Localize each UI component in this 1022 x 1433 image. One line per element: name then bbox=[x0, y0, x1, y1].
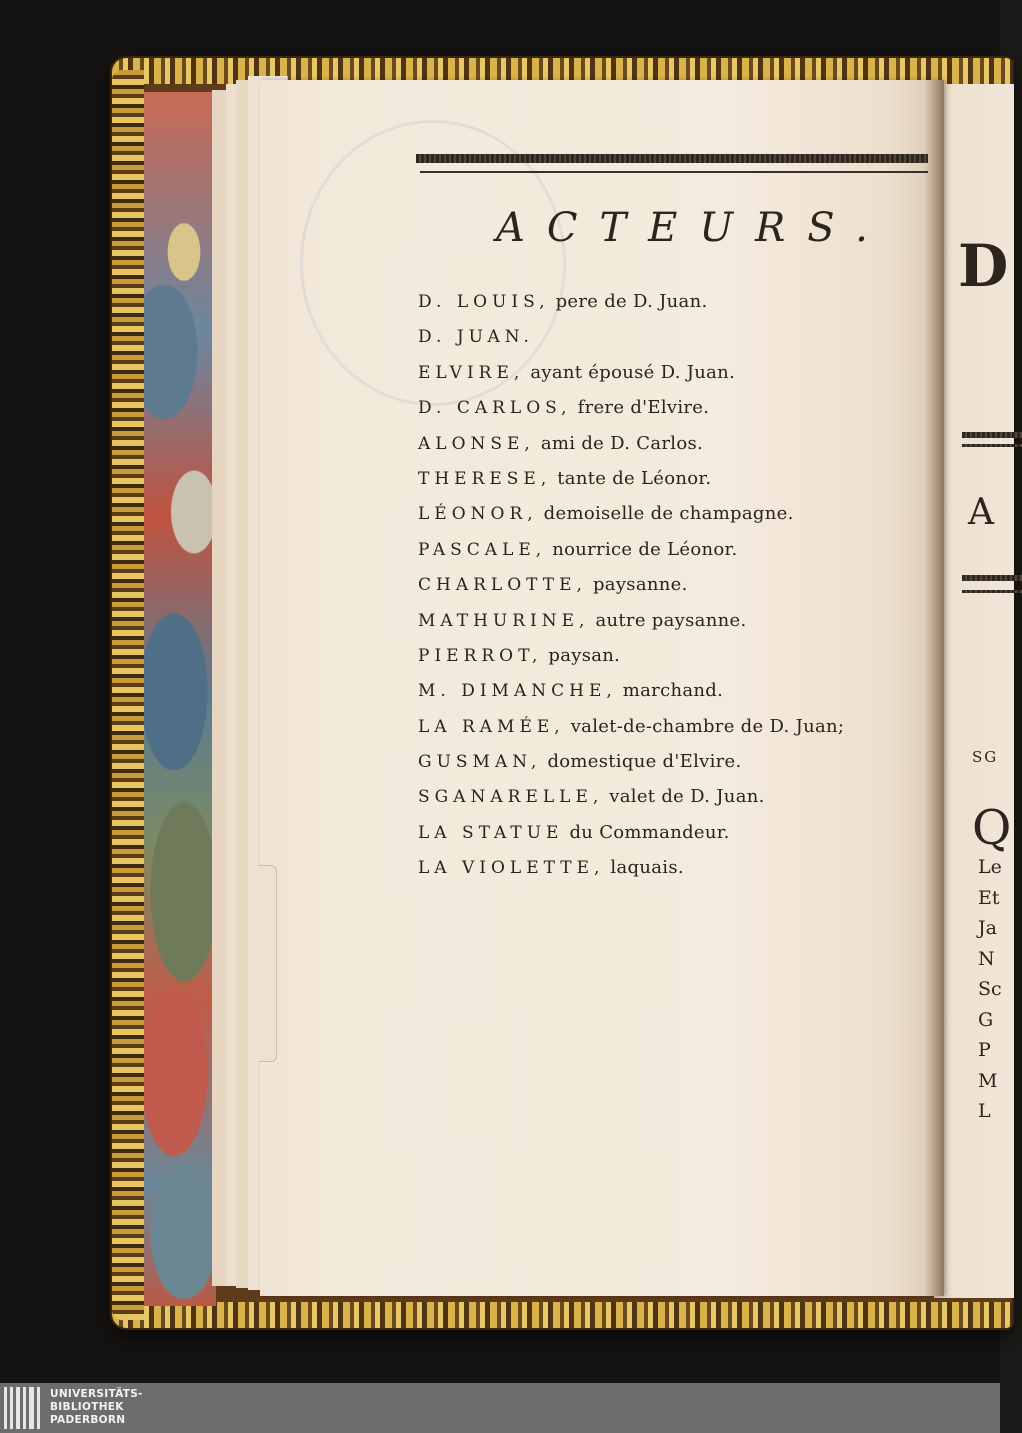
facing-line: M bbox=[978, 1069, 998, 1092]
library-name-line: PADERBORN bbox=[50, 1414, 126, 1426]
cast-entry bbox=[418, 532, 930, 567]
library-bars-icon bbox=[4, 1387, 44, 1429]
facing-rule bbox=[962, 444, 1022, 447]
cast-entry bbox=[418, 355, 930, 390]
character-description: du Commandeur. bbox=[563, 821, 730, 843]
facing-initial-d: D bbox=[958, 232, 1009, 300]
cast-entry bbox=[418, 567, 930, 602]
facing-rule bbox=[962, 575, 1022, 581]
header-rule-thin bbox=[420, 171, 928, 173]
cast-entry bbox=[418, 426, 930, 461]
marbled-endpaper bbox=[144, 92, 216, 1306]
character-name: SGANARELLE, bbox=[418, 787, 604, 808]
character-description: laquais. bbox=[604, 857, 684, 879]
cast-list bbox=[418, 284, 930, 886]
facing-speaker: SG bbox=[972, 748, 999, 766]
character-name: ALONSE, bbox=[418, 433, 535, 454]
cast-entry bbox=[418, 496, 930, 531]
character-name: D. LOUIS, bbox=[418, 292, 550, 312]
cast-entry bbox=[418, 461, 930, 496]
library-footer bbox=[0, 1383, 1000, 1433]
cast-entry bbox=[418, 673, 930, 708]
character-name: D. CARLOS, bbox=[418, 398, 572, 419]
facing-line: Ja bbox=[978, 917, 997, 939]
character-description: pere de D. Juan. bbox=[549, 291, 708, 312]
character-name: PIERROT, bbox=[418, 645, 543, 666]
cast-entry bbox=[418, 603, 930, 638]
cast-entry bbox=[418, 284, 930, 319]
character-name: M. DIMANCHE, bbox=[418, 681, 617, 702]
character-name: LA STATUE bbox=[418, 822, 564, 843]
character-description: nourrice de Léonor. bbox=[546, 538, 738, 560]
facing-line: G bbox=[978, 1008, 994, 1031]
character-name: PASCALE, bbox=[418, 539, 547, 560]
cast-entry bbox=[418, 815, 930, 850]
facing-rule bbox=[962, 590, 1022, 593]
character-name: CHARLOTTE, bbox=[418, 575, 587, 596]
facing-line: Et bbox=[978, 886, 1000, 909]
page-tab bbox=[258, 865, 277, 1062]
character-name: ELVIRE, bbox=[418, 362, 525, 383]
character-description: frere d'Elvire. bbox=[571, 397, 710, 419]
gilt-border bbox=[112, 70, 144, 1320]
character-name: D. JUAN. bbox=[418, 327, 534, 348]
character-description: ayant épousé D. Juan. bbox=[524, 361, 736, 383]
facing-line: N bbox=[978, 947, 995, 970]
library-name bbox=[50, 1388, 143, 1427]
character-description: marchand. bbox=[616, 680, 724, 702]
character-description: ami de D. Carlos. bbox=[534, 432, 704, 454]
facing-line: P bbox=[978, 1039, 991, 1061]
character-description: tante de Léonor. bbox=[551, 467, 712, 489]
header-rule-thick bbox=[416, 154, 928, 163]
cast-entry bbox=[418, 319, 930, 354]
cast-entry bbox=[418, 850, 930, 885]
character-description: valet de D. Juan. bbox=[603, 786, 765, 808]
facing-line: L bbox=[978, 1100, 991, 1122]
cast-entry bbox=[418, 779, 930, 814]
facing-line: Le bbox=[978, 856, 1002, 878]
character-name: LÉONOR, bbox=[418, 504, 538, 525]
character-description: domestique d'Elvire. bbox=[541, 751, 742, 773]
character-description: autre paysanne. bbox=[589, 609, 747, 631]
character-name: GUSMAN, bbox=[418, 752, 542, 773]
cast-entry bbox=[418, 390, 930, 425]
facing-initial-a: A bbox=[968, 492, 994, 533]
facing-line-starts bbox=[978, 852, 1002, 1127]
character-description: paysan. bbox=[542, 644, 621, 666]
character-name: LA RAMÉE, bbox=[418, 716, 565, 737]
character-description: paysanne. bbox=[586, 574, 688, 596]
cast-entry bbox=[418, 709, 930, 744]
facing-line: Sc bbox=[978, 978, 1002, 1000]
facing-initial-q: Q bbox=[972, 800, 1012, 856]
character-name: THERESE, bbox=[418, 468, 552, 489]
library-name-line: UNIVERSITÄTS- bbox=[50, 1388, 143, 1400]
facing-rule bbox=[962, 432, 1022, 438]
character-description: demoiselle de champagne. bbox=[537, 503, 794, 525]
cast-entry bbox=[418, 638, 930, 673]
character-name: LA VIOLETTE, bbox=[418, 858, 605, 879]
character-description: valet-de-chambre de D. Juan; bbox=[564, 715, 845, 737]
cast-entry bbox=[418, 744, 930, 779]
character-name: MATHURINE, bbox=[418, 610, 590, 631]
library-name-line: BIBLIOTHEK bbox=[50, 1401, 124, 1413]
page-title: ACTEURS. bbox=[496, 205, 890, 251]
